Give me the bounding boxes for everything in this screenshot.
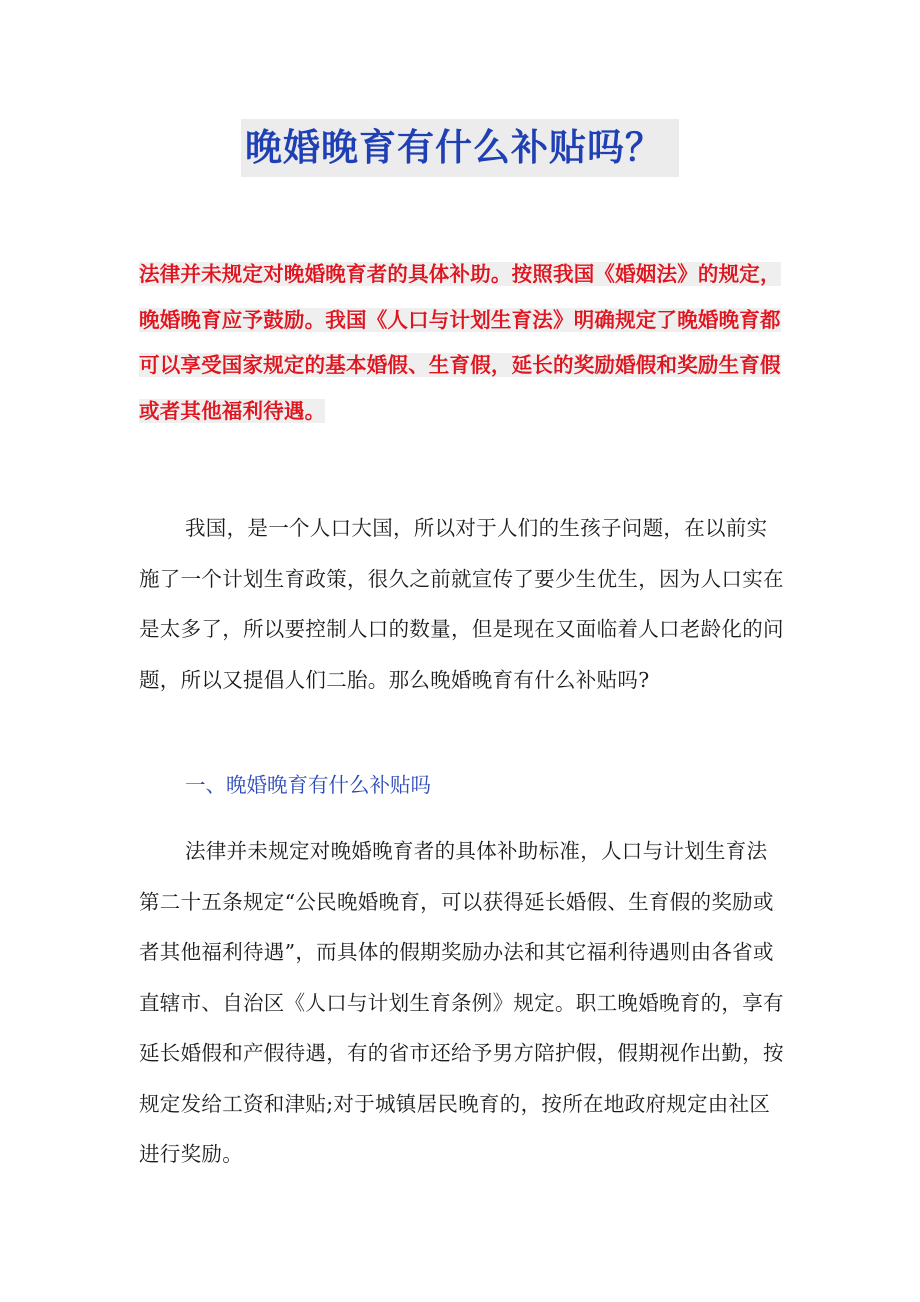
intro-paragraph: 我国，是一个人口大国，所以对于人们的生孩子问题，在以前实施了一个计划生育政策，很久之前就宣传了要少生优生，因为人口实在是太多了，所以要控制人口的数量，但是现在又面临着人口老龄化的问题，所以又提倡人们二胎。那么晚婚晚育有什么补贴吗? bbox=[139, 516, 784, 692]
summary-text: 法律并未规定对晚婚晚育者的具体补助。按照我国《婚姻法》的规定，晚婚晚育应予鼓励。我国《人口与计划生育法》明确规定了晚婚晚育都可以享受国家规定的基本婚假、生育假，延长的奖励婚假和奖励生育假或者其他福利待遇。 bbox=[139, 262, 781, 423]
summary-paragraph bbox=[139, 252, 785, 434]
title-container bbox=[0, 119, 920, 177]
section-heading: 一、晚婚晚育有什么补贴吗 bbox=[185, 773, 431, 797]
body-paragraph: 法律并未规定对晚婚晚育者的具体补助标准，人口与计划生育法第二十五条规定“公民晚婚晚育，可以获得延长婚假、生育假的奖励或者其他福利待遇”，而具体的假期奖励办法和其它福利待遇则由各省或直辖市、自治区《人口与计划生育条例》规定。职工晚婚晚育的，享有延长婚假和产假待遇，有的省市还给予男方陪护假，假期视作出勤，按规定发给工资和津贴;对于城镇居民晚育的，按所在地政府规定由社区进行奖励。 bbox=[139, 839, 784, 1166]
page-title: 晚婚晚育有什么补贴吗？ bbox=[241, 119, 679, 177]
